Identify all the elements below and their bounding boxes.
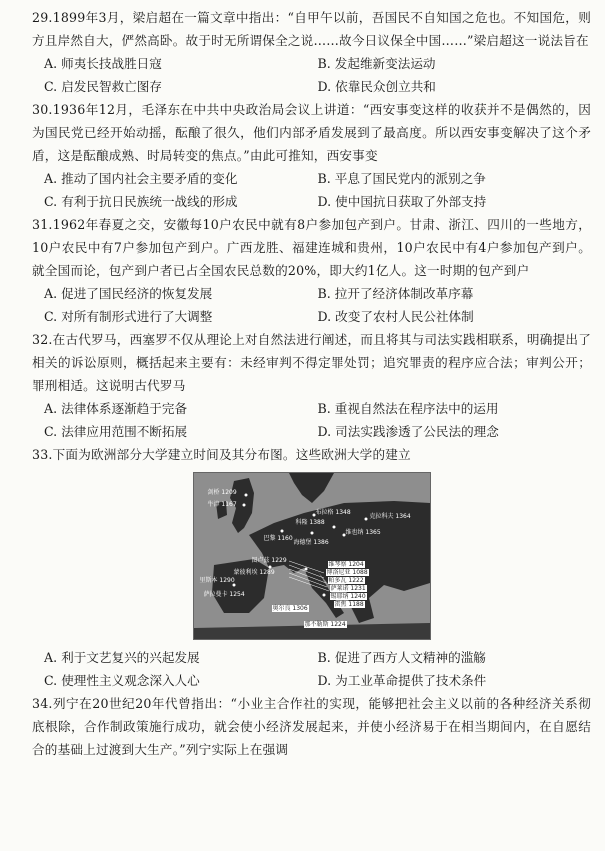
option-b[interactable]: B. 发起维新变法运动 xyxy=(317,56,436,71)
city-label: 图卢兹 1229 xyxy=(251,557,287,564)
city-label: 锡耶纳 1240 xyxy=(330,593,366,600)
city-label: 牛津 1167 xyxy=(207,501,237,508)
city-label: 维琴察 1204 xyxy=(328,561,364,568)
option-c[interactable]: C. 对所有制形式进行了大调整 xyxy=(44,309,213,324)
city-label: 海德堡 1386 xyxy=(293,539,329,546)
question-33 xyxy=(32,443,591,692)
question-30 xyxy=(32,98,591,213)
city-label: 维也纳 1365 xyxy=(345,529,381,536)
city-label: 奥尔良 1306 xyxy=(272,605,308,612)
question-stem: 32.在古代罗马，西塞罗不仅从理论上对自然法进行阐述，而且将其与司法实践相联系，明确提出了相关的诉讼原则，概括起来主要有：未经审判不得定罪处罚；追究罪责的程序应合法；审判公开；罪刑相适。这说明古代罗马 xyxy=(32,332,591,393)
option-a[interactable]: A. 促进了国民经济的恢复发展 xyxy=(44,286,213,301)
option-b[interactable]: B. 促进了西方人文精神的滥觞 xyxy=(317,650,486,665)
option-a[interactable]: A. 推动了国内社会主要矛盾的变化 xyxy=(44,171,238,186)
option-d[interactable]: D. 使中国抗日获取了外部支持 xyxy=(317,194,487,209)
city-label: 雷焦 1188 xyxy=(334,601,364,608)
option-c[interactable]: C. 使理性主义观念深入人心 xyxy=(44,673,200,688)
city-label: 萨莱诺 1231 xyxy=(330,585,366,592)
city-label: 萨拉曼卡 1254 xyxy=(203,591,245,598)
option-b[interactable]: B. 平息了国民党内的派别之争 xyxy=(317,171,486,186)
option-a[interactable]: A. 利于文艺复兴的兴起发展 xyxy=(44,650,200,665)
option-d[interactable]: D. 为工业革命提供了技术条件 xyxy=(317,673,487,688)
city-label: 布拉格 1348 xyxy=(315,509,351,516)
options xyxy=(32,167,591,213)
options xyxy=(32,52,591,98)
option-b[interactable]: B. 重视自然法在程序法中的运用 xyxy=(317,401,499,416)
question-34 xyxy=(32,692,591,761)
question-stem: 33.下面为欧洲部分大学建立时间及其分布图。这些欧洲大学的建立 xyxy=(32,447,411,462)
map-land xyxy=(194,473,430,639)
option-d[interactable]: D. 改变了农村人民公社体制 xyxy=(317,309,474,324)
city-label: 里斯本 1290 xyxy=(199,577,235,584)
question-31 xyxy=(32,213,591,328)
city-label: 帕多瓦 1222 xyxy=(328,577,364,584)
city-label: 博洛尼亚 1088 xyxy=(326,569,368,576)
city-label: 克拉科夫 1364 xyxy=(369,513,411,520)
question-stem: 31.1962年春夏之交，安徽每10户农民中就有8户参加包产到户。甘肃、浙江、四川的一些地方，10户农民中有7户参加包产到户。广西龙胜、福建连城和贵州，10户农民中有4户参加包产到户。就全国而论，包产到户者已占全国农民总数的20%，即大约1亿人。这一时期的包产到户 xyxy=(32,217,591,278)
europe-map xyxy=(193,472,431,640)
city-label: 蒙彼利埃 1289 xyxy=(233,569,275,576)
option-a[interactable]: A. 师夷长技战胜日寇 xyxy=(44,56,162,71)
options xyxy=(32,397,591,443)
question-stem: 30.1936年12月，毛泽东在中共中央政治局会议上讲道：“西安事变这样的收获并不是偶然的，因为国民党已经开始动摇，酝酿了很久，他们内部矛盾发展到了最高度。所以西安事变解决了这个矛盾，这是酝酿成熟、时局转变的焦点。”由此可推知，西安事变 xyxy=(32,102,591,163)
option-d[interactable]: D. 司法实践渗透了公民法的理念 xyxy=(317,424,499,439)
options xyxy=(32,282,591,328)
option-c[interactable]: C. 法律应用范围不断拓展 xyxy=(44,424,188,439)
option-b[interactable]: B. 拉开了经济体制改革序幕 xyxy=(317,286,474,301)
question-29 xyxy=(32,6,591,98)
city-label: 那不勒斯 1224 xyxy=(304,621,346,628)
city-label: 巴黎 1160 xyxy=(263,535,293,542)
options xyxy=(32,646,591,692)
city-label: 科隆 1388 xyxy=(295,519,325,526)
option-c[interactable]: C. 启发民智救亡图存 xyxy=(44,79,162,94)
option-c[interactable]: C. 有利于抗日民族统一战线的形成 xyxy=(44,194,238,209)
question-stem: 34.列宁在20世纪20年代曾指出：“小业主合作社的实现，能够把社会主义以前的各种经济关系彻底根除，合作制政策施行成功，就会使小经济发展起来，并使小经济易于在相当期间内，在自愿结合的基础上过渡到大生产。”列宁实际上在强调 xyxy=(32,696,591,757)
university-map-figure xyxy=(32,472,591,640)
city-label: 剑桥 1209 xyxy=(207,489,237,496)
option-d[interactable]: D. 依靠民众创立共和 xyxy=(317,79,436,94)
question-stem: 29.1899年3月，梁启超在一篇文章中指出：“自甲午以前，吾国民不自知国之危也。不知国危，则方且岸然自大，俨然高卧。故于时无所谓保全之说……故今日议保全中国……”梁启超这一说法旨在 xyxy=(32,10,591,48)
option-a[interactable]: A. 法律体系逐渐趋于完备 xyxy=(44,401,188,416)
question-32 xyxy=(32,328,591,443)
